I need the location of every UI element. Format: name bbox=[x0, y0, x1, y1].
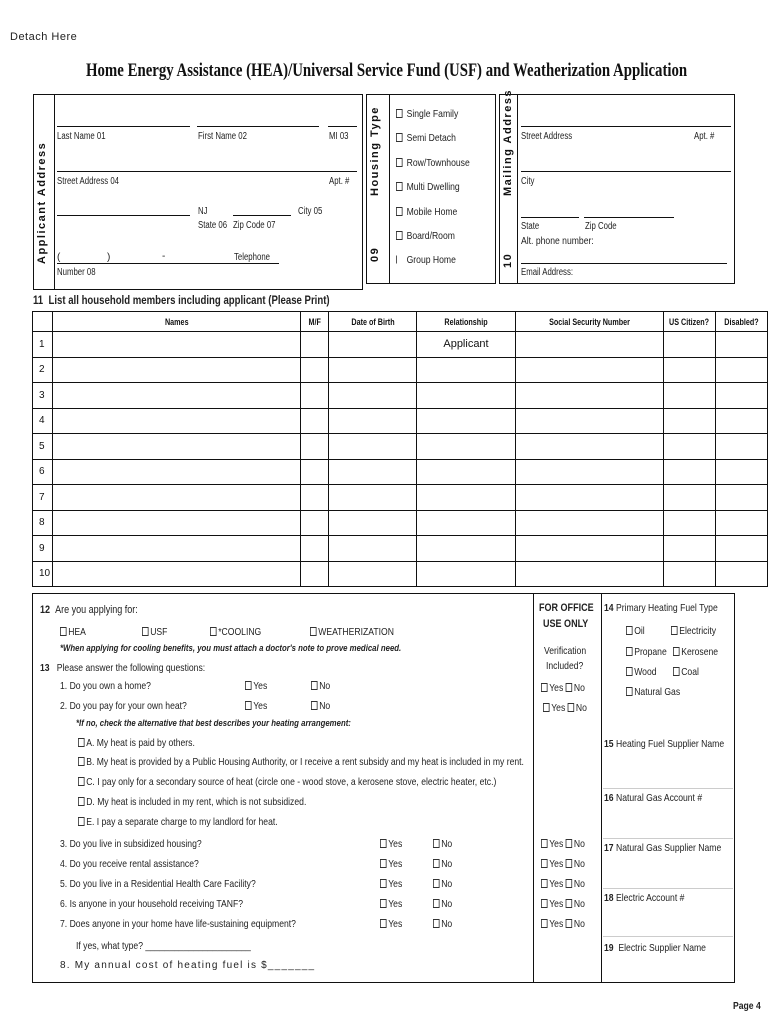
checkbox-icon bbox=[541, 683, 548, 692]
form-title: Home Energy Assistance (HEA)/Universal Service Fund (USF) and Weatherization Application bbox=[86, 60, 688, 81]
table-header-row bbox=[33, 312, 768, 332]
checkbox-icon bbox=[78, 777, 85, 786]
q13-5-yes[interactable]: Yes bbox=[380, 878, 402, 890]
checkbox-icon bbox=[673, 667, 680, 676]
fuel-wood-option[interactable]: Wood bbox=[626, 666, 657, 678]
fuel-natural-gas-option[interactable]: Natural Gas bbox=[626, 686, 680, 698]
checkbox-icon bbox=[78, 738, 85, 747]
checkbox-icon bbox=[380, 859, 387, 868]
checkbox-icon bbox=[566, 919, 573, 928]
checkbox-icon bbox=[396, 109, 403, 118]
checkbox-icon bbox=[566, 839, 573, 848]
column-header: Names bbox=[53, 312, 301, 332]
mailing-address-box bbox=[499, 94, 735, 284]
cooling-note: *When applying for cooling benefits, you must attach a doctor's note to prove medical need. bbox=[60, 643, 402, 654]
number-label: Number 08 bbox=[57, 267, 96, 278]
fuel-coal-option[interactable]: Coal bbox=[673, 666, 699, 678]
apply-weatherization-option[interactable]: WEATHERIZATION bbox=[310, 626, 394, 638]
phone-dash: - bbox=[162, 251, 166, 262]
q15-label: 15 Heating Fuel Supplier Name bbox=[604, 738, 725, 750]
q13-3-yes[interactable]: Yes bbox=[380, 838, 402, 850]
phone-open-paren: ( bbox=[57, 252, 61, 263]
table-row: 2 bbox=[33, 357, 768, 383]
q18-label: 18 Electric Account # bbox=[604, 892, 685, 904]
column-header: Relationship bbox=[417, 312, 516, 332]
checkbox-icon bbox=[245, 681, 252, 690]
mailing-state-label: State bbox=[521, 221, 540, 232]
mailing-street-label: Street Address bbox=[521, 131, 573, 142]
alt-a-option[interactable]: A. My heat is paid by others. bbox=[78, 737, 195, 749]
checkbox-icon bbox=[380, 919, 387, 928]
housing-option[interactable]: Row/Townhouse bbox=[396, 157, 470, 169]
housing-option[interactable]: Group Home bbox=[396, 254, 456, 266]
office-q6-verification[interactable]: Yes No bbox=[541, 898, 585, 910]
q13-5-no[interactable]: No bbox=[433, 878, 452, 890]
table-row: 5 bbox=[33, 434, 768, 460]
fuel-propane-option[interactable]: Propane bbox=[626, 646, 667, 658]
office-q2-verification[interactable]: Yes No bbox=[543, 702, 587, 714]
checkbox-icon bbox=[566, 879, 573, 888]
q13-7-no[interactable]: No bbox=[433, 918, 452, 930]
phone-close-paren: ) bbox=[107, 252, 111, 263]
checkbox-icon bbox=[396, 207, 403, 216]
last-name-label: Last Name 01 bbox=[57, 131, 106, 142]
checkbox-icon bbox=[541, 859, 548, 868]
checkbox-icon bbox=[566, 859, 573, 868]
table-row: 7 bbox=[33, 485, 768, 511]
alt-e-option[interactable]: E. I pay a separate charge to my landlord for heat. bbox=[78, 816, 278, 828]
q19-label: 19 Electric Supplier Name bbox=[604, 942, 706, 954]
state-label: State 06 bbox=[198, 220, 228, 231]
column-header: US Citizen? bbox=[664, 312, 716, 332]
apply-usf-option[interactable]: USF bbox=[142, 626, 167, 638]
checkbox-icon bbox=[396, 231, 403, 240]
q13-1-yes[interactable]: Yes bbox=[245, 680, 267, 692]
q13-4-text: 4. Do you receive rental assistance? bbox=[60, 858, 199, 870]
checkbox-icon bbox=[433, 899, 440, 908]
housing-option[interactable]: Board/Room bbox=[396, 230, 455, 242]
checkbox-icon bbox=[433, 859, 440, 868]
applicant-address-label: Applicant Address bbox=[36, 141, 48, 264]
q13-4-no[interactable]: No bbox=[433, 858, 452, 870]
checkbox-icon bbox=[433, 879, 440, 888]
relationship-applicant: Applicant bbox=[417, 332, 516, 358]
table-row: 9 bbox=[33, 536, 768, 562]
q13-3-text: 3. Do you live in subsidized housing? bbox=[60, 838, 202, 850]
office-use-title-2: USE ONLY bbox=[543, 618, 589, 630]
first-name-label: First Name 02 bbox=[198, 131, 247, 142]
checkbox-icon bbox=[78, 817, 85, 826]
annual-fuel-cost-field[interactable]: 8. My annual cost of heating fuel is $_______ bbox=[60, 960, 316, 971]
mailing-zip-label: Zip Code bbox=[585, 221, 617, 232]
checkbox-icon bbox=[396, 182, 403, 191]
office-q4-verification[interactable]: Yes No bbox=[541, 858, 585, 870]
q13-2-no[interactable]: No bbox=[311, 700, 330, 712]
column-header: M/F bbox=[301, 312, 329, 332]
checkbox-icon bbox=[626, 667, 633, 676]
alt-d-option[interactable]: D. My heat is included in my rent, which is not subsidized. bbox=[78, 796, 306, 808]
q12-label: 12 Are you applying for: bbox=[40, 604, 138, 616]
mailing-section-number: 10 bbox=[502, 252, 514, 268]
column-header: Disabled? bbox=[716, 312, 768, 332]
housing-option[interactable]: Mobile Home bbox=[396, 206, 457, 218]
q13-1-text: 1. Do you own a home? bbox=[60, 680, 151, 692]
q17-label: 17 Natural Gas Supplier Name bbox=[604, 842, 722, 854]
city-label: City 05 bbox=[298, 206, 323, 217]
q14-label: 14 Primary Heating Fuel Type bbox=[604, 602, 718, 614]
office-q3-verification[interactable]: Yes No bbox=[541, 838, 585, 850]
column-header: Social Security Number bbox=[516, 312, 664, 332]
q13-4-yes[interactable]: Yes bbox=[380, 858, 402, 870]
table-row: 3 bbox=[33, 383, 768, 409]
q13-7-text: 7. Does anyone in your home have life-sustaining equipment? bbox=[60, 918, 296, 930]
alternative-note: *If no, check the alternative that best describes your heating arrangement: bbox=[76, 718, 351, 729]
office-q5-verification[interactable]: Yes No bbox=[541, 878, 585, 890]
checkbox-icon bbox=[433, 839, 440, 848]
checkbox-icon bbox=[380, 839, 387, 848]
checkbox-icon bbox=[671, 626, 678, 635]
q13-1-no[interactable]: No bbox=[311, 680, 330, 692]
checkbox-icon bbox=[78, 797, 85, 806]
q13-2-text: 2. Do you pay for your own heat? bbox=[60, 700, 187, 712]
household-heading: 11 List all household members including applicant (Please Print) bbox=[33, 293, 330, 307]
checkbox-icon bbox=[60, 627, 67, 636]
household-table bbox=[32, 311, 768, 587]
housing-section-number: 09 bbox=[369, 246, 381, 262]
checkbox-icon bbox=[568, 703, 575, 712]
checkbox-icon bbox=[245, 701, 252, 710]
checkbox-icon bbox=[433, 919, 440, 928]
verification-label: Verification bbox=[544, 645, 587, 657]
checkbox-icon bbox=[396, 255, 403, 264]
table-row: 1 Applicant bbox=[33, 332, 768, 358]
q16-label: 16 Natural Gas Account # bbox=[604, 792, 703, 804]
q13-2-yes[interactable]: Yes bbox=[245, 700, 267, 712]
included-label: Included? bbox=[546, 660, 584, 672]
checkbox-icon bbox=[626, 626, 633, 635]
apply-hea-option[interactable]: HEA bbox=[60, 626, 86, 638]
housing-option[interactable]: Semi Detach bbox=[396, 132, 456, 144]
q13-7-yes[interactable]: Yes bbox=[380, 918, 402, 930]
office-use-title: FOR OFFICE bbox=[539, 602, 594, 614]
mailing-city-label: City bbox=[521, 176, 535, 187]
checkbox-icon bbox=[626, 687, 633, 696]
q13-5-text: 5. Do you live in a Residential Health Care Facility? bbox=[60, 878, 256, 890]
street-address-label: Street Address 04 bbox=[57, 176, 120, 187]
q13-6-yes[interactable]: Yes bbox=[380, 898, 402, 910]
checkbox-icon bbox=[210, 627, 217, 636]
telephone-label: Telephone bbox=[234, 252, 271, 263]
checkbox-icon bbox=[311, 701, 318, 710]
checkbox-icon bbox=[142, 627, 149, 636]
table-row: 6 bbox=[33, 459, 768, 485]
office-q7-verification[interactable]: Yes No bbox=[541, 918, 585, 930]
checkbox-icon bbox=[566, 683, 573, 692]
checkbox-icon bbox=[626, 647, 633, 656]
housing-option[interactable]: Single Family bbox=[396, 108, 458, 120]
column-header: Date of Birth bbox=[329, 312, 417, 332]
office-q1-verification[interactable]: Yes No bbox=[541, 682, 585, 694]
checkbox-icon bbox=[311, 681, 318, 690]
email-label: Email Address: bbox=[521, 267, 574, 278]
applicant-address-box bbox=[33, 94, 363, 290]
checkbox-icon bbox=[396, 158, 403, 167]
mailing-apt-label: Apt. # bbox=[694, 131, 715, 142]
alt-c-option[interactable]: C. I pay only for a secondary source of heat (circle one - wood stove, a kerosene stove, electric heater, etc.) bbox=[78, 776, 496, 788]
fuel-electricity-option[interactable]: Electricity bbox=[671, 625, 716, 637]
table-row: 8 bbox=[33, 510, 768, 536]
checkbox-icon bbox=[541, 899, 548, 908]
checkbox-icon bbox=[396, 133, 403, 142]
checkbox-icon bbox=[543, 703, 550, 712]
table-row: 4 bbox=[33, 408, 768, 434]
checkbox-icon bbox=[673, 647, 680, 656]
apt-label: Apt. # bbox=[329, 176, 350, 187]
checkbox-icon bbox=[310, 627, 317, 636]
checkbox-icon bbox=[541, 919, 548, 928]
checkbox-icon bbox=[541, 879, 548, 888]
page-number: Page 4 bbox=[733, 1000, 761, 1012]
fuel-oil-option[interactable]: Oil bbox=[626, 625, 645, 637]
alt-b-option[interactable]: B. My heat is provided by a Public Housing Authority, or I receive a rent subsidy and my heat is included in my rent. bbox=[78, 756, 524, 768]
q13-label: 13 Please answer the following questions: bbox=[40, 662, 206, 674]
checkbox-icon bbox=[78, 757, 85, 766]
checkbox-icon bbox=[380, 899, 387, 908]
fuel-kerosene-option[interactable]: Kerosene bbox=[673, 646, 718, 658]
checkbox-icon bbox=[541, 839, 548, 848]
q13-6-text: 6. Is anyone in your household receiving TANF? bbox=[60, 898, 243, 910]
apply-cooling-option[interactable]: *COOLING bbox=[210, 626, 261, 638]
checkbox-icon bbox=[380, 879, 387, 888]
mailing-address-label: Mailing Address bbox=[502, 88, 514, 196]
q13-3-no[interactable]: No bbox=[433, 838, 452, 850]
zip-label: Zip Code 07 bbox=[233, 220, 276, 231]
state-value: NJ bbox=[198, 206, 208, 217]
housing-type-label: Housing Type bbox=[369, 106, 381, 196]
q13-6-no[interactable]: No bbox=[433, 898, 452, 910]
housing-option[interactable]: Multi Dwelling bbox=[396, 181, 460, 193]
table-row: 10 bbox=[33, 561, 768, 587]
alt-phone-label: Alt. phone number: bbox=[521, 235, 594, 247]
equipment-type-field[interactable]: If yes, what type? ______________________ bbox=[76, 940, 251, 952]
mi-label: MI 03 bbox=[329, 131, 349, 142]
detach-here: Detach Here bbox=[10, 31, 78, 43]
checkbox-icon bbox=[566, 899, 573, 908]
